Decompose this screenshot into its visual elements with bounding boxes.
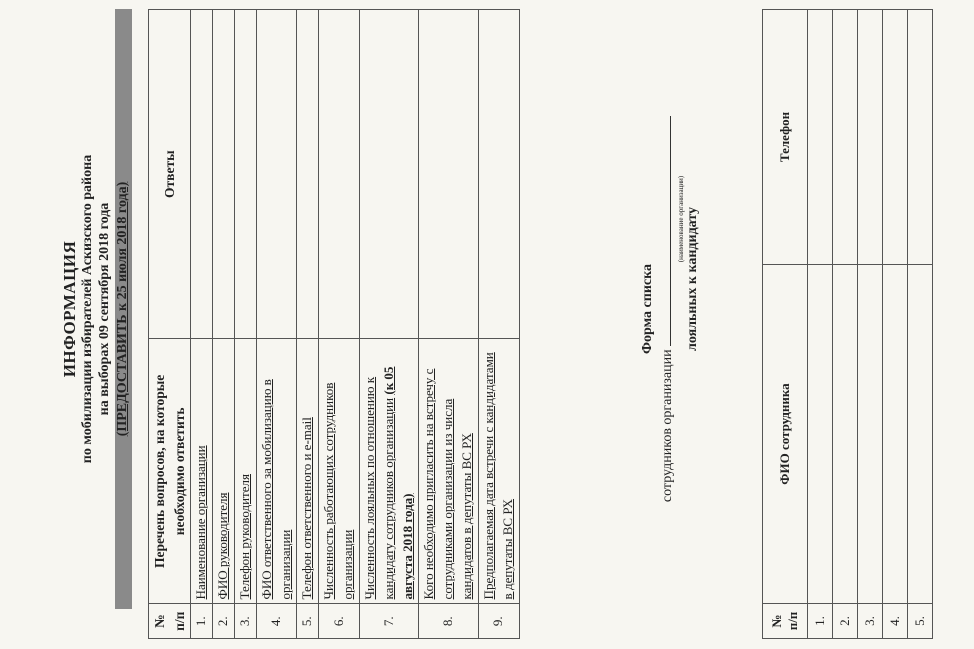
row-num: 9. [478, 604, 519, 639]
list-row-num: 3. [858, 604, 883, 639]
row-question: Наименование организации [193, 445, 209, 600]
list-row-num: 5. [908, 604, 933, 639]
document-subtitle-1: по мобилизации избирателей Аскизского района [80, 154, 96, 464]
document-header [60, 9, 132, 609]
row-num: 7. [359, 604, 419, 639]
list-row-name [808, 265, 833, 604]
list-row-name [908, 265, 933, 604]
deadline-note: (ПРЕДОСТАВИТЬ к 25 июля 2018 года) [115, 9, 132, 609]
form-line-caption: (наименование организации) [677, 175, 685, 263]
row-answer [297, 10, 319, 339]
row-question: ФИО ответственного за мобилизацию в организации [258, 379, 293, 600]
list-row-phone [883, 10, 908, 265]
row-num: 3. [234, 604, 256, 639]
list-row-name [883, 265, 908, 604]
col-question-header: Перечень вопросов, на которые необходимо ответить [149, 339, 191, 604]
employee-list-table [762, 9, 933, 639]
table-row [833, 10, 858, 639]
table-row [478, 10, 519, 639]
table-row [212, 10, 234, 639]
document-subtitle-2: на выборах 09 сентября 2018 года [96, 202, 112, 416]
org-name-blank [658, 116, 671, 346]
list-col-num-header: № п/п [763, 604, 808, 639]
list-row-phone [808, 10, 833, 265]
col-num-header: № п/п [149, 604, 191, 639]
list-row-num: 1. [808, 604, 833, 639]
list-row-num: 4. [883, 604, 908, 639]
row-num: 1. [191, 604, 213, 639]
row-num: 5. [297, 604, 319, 639]
row-question: Предполагаемая дата встречи с кандидатами в депутаты ВС РХ [480, 352, 515, 600]
col-answer-header: Ответы [149, 10, 191, 339]
row-question: Численность работающих сотрудников организации [321, 382, 356, 600]
row-num: 4. [256, 604, 297, 639]
table-row [419, 10, 479, 639]
row-answer [478, 10, 519, 339]
list-col-name-header: ФИО сотрудника [763, 265, 808, 604]
table-row [234, 10, 256, 639]
list-table-header [763, 10, 808, 639]
row-answer [212, 10, 234, 339]
row-answer [319, 10, 360, 339]
table-row [883, 10, 908, 639]
row-answer [191, 10, 213, 339]
row-question: Кого необходимо пригласить на встречу с сотрудниками организации из числа кандидатов в депутаты ВС РХ [421, 368, 475, 600]
table-row [908, 10, 933, 639]
list-row-phone [858, 10, 883, 265]
row-question: Телефон ответственного и e-mail [299, 417, 315, 600]
row-question: ФИО руководителя [214, 492, 230, 600]
list-row-phone [908, 10, 933, 265]
form-org-line [658, 9, 676, 609]
table-row [319, 10, 360, 639]
row-num: 8. [419, 604, 479, 639]
table-row [297, 10, 319, 639]
table-row [359, 10, 419, 639]
row-question: Телефон руководителя [236, 474, 252, 600]
row-question: Численность лояльных по отношению к кандидату сотрудников организации [361, 376, 396, 600]
document-title: ИНФОРМАЦИЯ [60, 240, 79, 378]
list-col-phone-header: Телефон [763, 10, 808, 265]
table-row [858, 10, 883, 639]
form-line-prefix: сотрудников организации [660, 349, 675, 503]
list-form-header [640, 9, 701, 609]
form-title: Форма списка [640, 264, 655, 354]
table-row [808, 10, 833, 639]
row-num: 6. [319, 604, 360, 639]
list-row-num: 2. [833, 604, 858, 639]
row-question-deadline: (к 05 августа 2018 года) [380, 366, 415, 600]
table-row [191, 10, 213, 639]
row-answer [419, 10, 479, 339]
form-suffix: лояльных к кандидату [685, 207, 700, 351]
row-num: 2. [212, 604, 234, 639]
list-row-name [858, 265, 883, 604]
table-row [256, 10, 297, 639]
list-row-name [833, 265, 858, 604]
row-answer [234, 10, 256, 339]
questions-table-header [149, 10, 191, 639]
row-answer [256, 10, 297, 339]
questions-table [148, 9, 520, 639]
list-row-phone [833, 10, 858, 265]
row-answer [359, 10, 419, 339]
